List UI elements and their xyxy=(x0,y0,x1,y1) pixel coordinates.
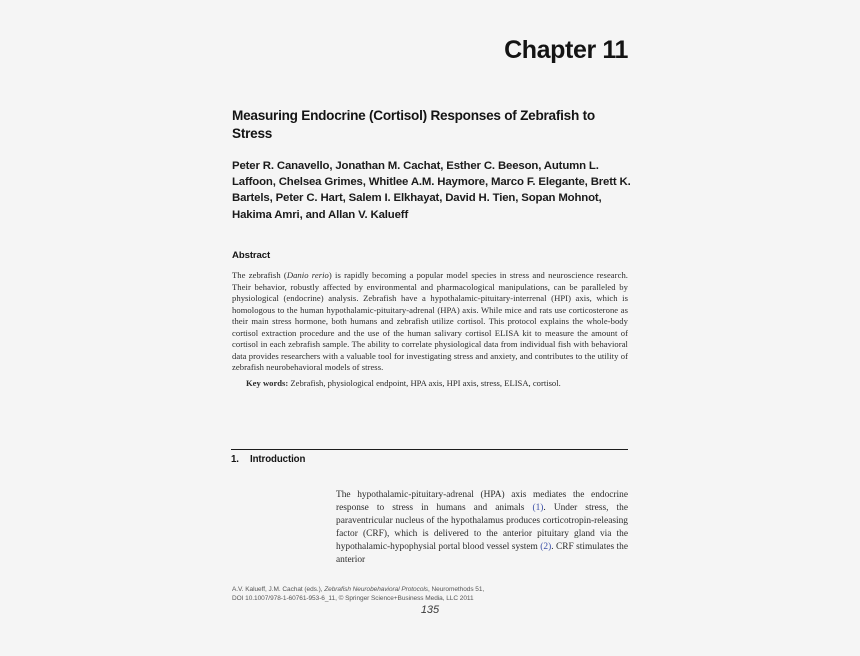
intro-text-2: . Under stress, the paraventricular nucleus of the hypothalamus produces corticotropin-releasing factor (CRF), which is delivered to the anterior pituitary gland via the hypothalamic-hypophysial portal blood vessel system xyxy=(336,503,628,553)
keywords-line xyxy=(232,378,628,390)
intro-text-3: . CRF stimulates the anterior xyxy=(336,542,628,566)
chapter-title: Measuring Endocrine (Cortisol) Responses of Zebrafish to Stress xyxy=(232,108,595,141)
section-heading-label: Introduction xyxy=(250,454,306,465)
introduction-paragraph xyxy=(336,489,628,568)
citation-link-2[interactable]: (2) xyxy=(540,542,552,553)
footer-doi-copyright: DOI 10.1007/978-1-60761-953-6_11, © Springer Science+Business Media, LLC 2011 xyxy=(232,595,474,603)
author-list: Peter R. Canavello, Jonathan M. Cachat, Esther C. Beeson, Autumn L. Laffoon, Chelsea Grimes, Whitlee A.M. Haymore, Marco F. Elegante, Brett K. Bartels, Peter C. Hart, Salem I. Elkhayat, David H. Tien, Sopan Mohnot, Hakima Amri, and Allan V. Kalueff xyxy=(232,160,631,221)
abstract-text-rest: ) is rapidly becoming a popular model species in stress and neuroscience research. Their behavior, robustly affected by environmental and pharmacological manipulations, can be paralleled by physiological (endocrine) analysis. Zebrafish have a hypothalamic-pituitary-interrenal (HPI) axis, which is homologous to the human hypothalamic-pituitary-adrenal (HPA) axis. While mice and rats use corticosterone as their main stress hormone, both humans and zebrafish utilize cortisol. This protocol explains the whole-body cortisol extraction procedure and the use of the human salivary cortisol ELISA kit to measure the amount of cortisol in each zebrafish sample. The ability to correlate physiological data from individual fish with behavioral data provides researchers with a valuable tool for investigating stress and anxiety, and contributes to the utility of zebrafish neurobehavioral models of stress. xyxy=(232,270,628,373)
section-heading-introduction xyxy=(231,454,305,465)
section-number: 1. xyxy=(231,454,239,465)
section-divider-rule xyxy=(231,449,628,450)
abstract-text-lead: The zebrafish ( xyxy=(232,270,287,280)
page-number: 135 xyxy=(420,604,440,616)
footer-editors: A.V. Kalueff, J.M. Cachat (eds.), xyxy=(232,586,325,593)
abstract-body xyxy=(232,270,628,374)
keywords-value: Zebrafish, physiological endpoint, HPA axis, HPI axis, stress, ELISA, cortisol. xyxy=(290,378,561,388)
footer-book-title: Zebrafish Neurobehavioral Protocols xyxy=(324,586,428,593)
intro-text-1: The hypothalamic-pituitary-adrenal (HPA) axis mediates the endocrine response to stress in humans and animals xyxy=(336,490,628,514)
chapter-number-heading: Chapter 11 xyxy=(504,36,628,64)
footer-series: , Neuromethods 51, xyxy=(427,586,485,593)
keywords-label: Key words: xyxy=(246,378,289,388)
citation-link-1[interactable]: (1) xyxy=(532,503,544,514)
abstract-heading: Abstract xyxy=(232,250,271,261)
footer-citation-note xyxy=(232,585,632,603)
species-name-italic: Danio rerio xyxy=(286,270,329,280)
